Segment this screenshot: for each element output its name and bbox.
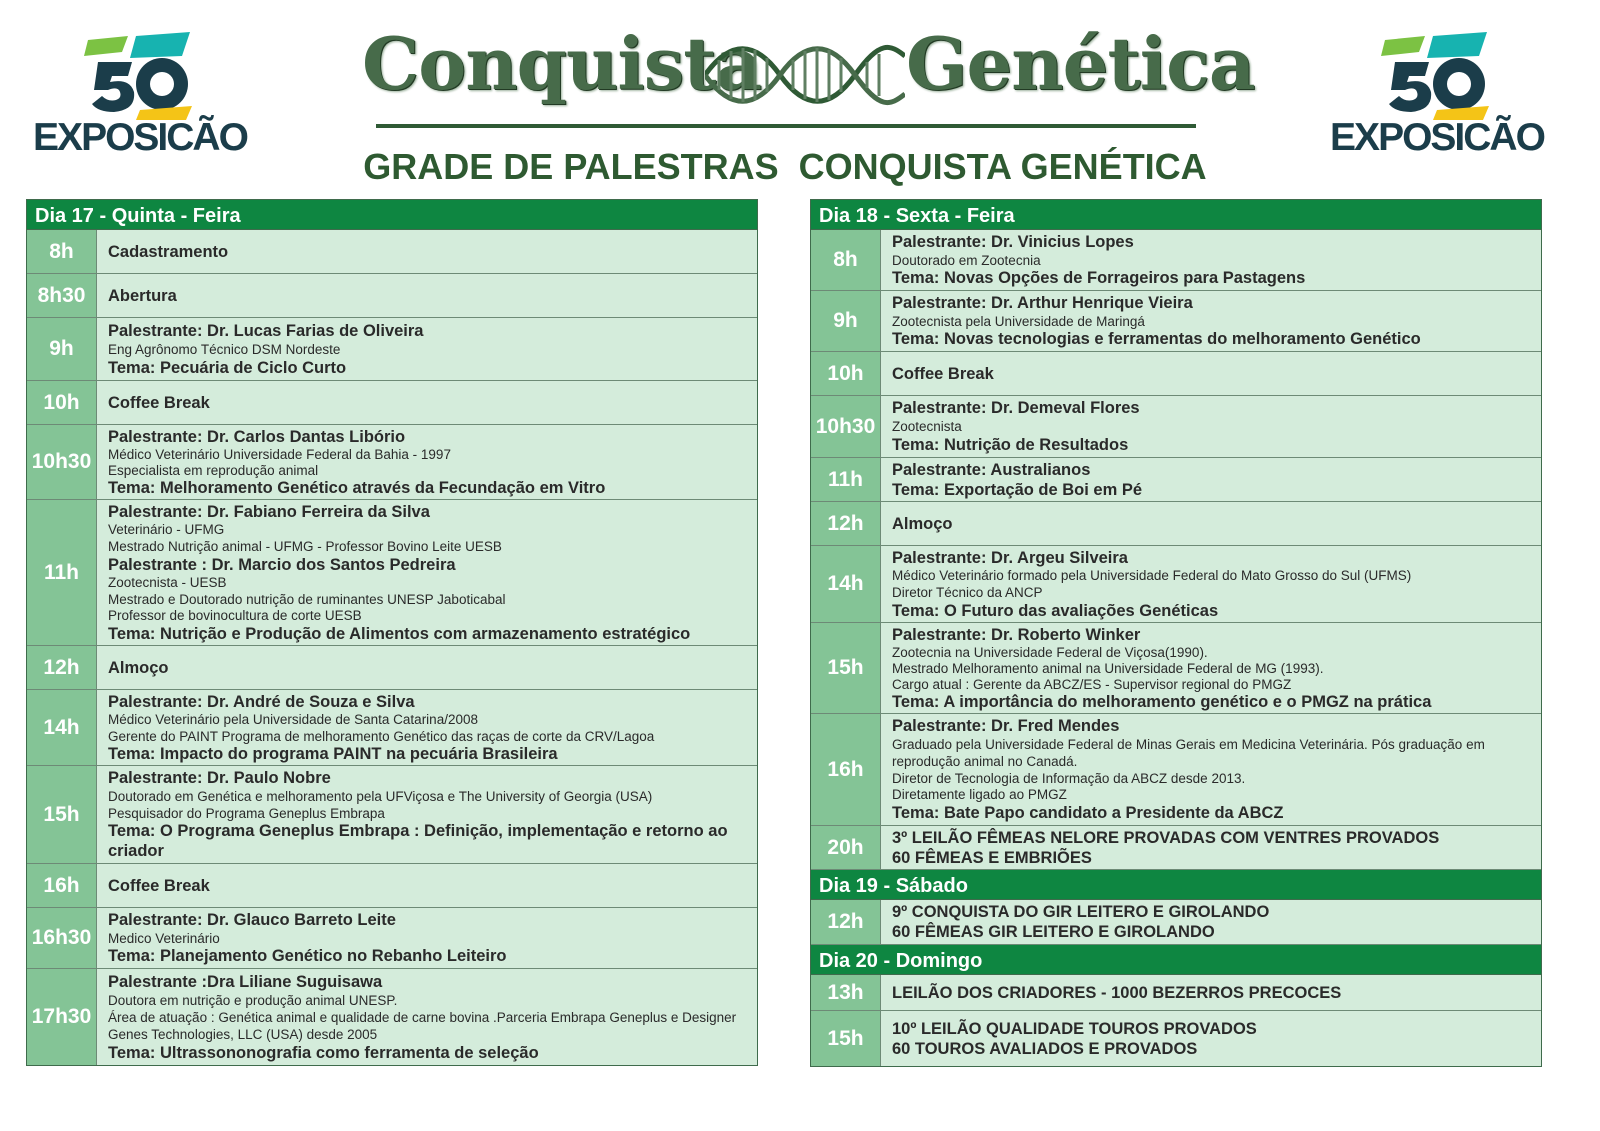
expo-logo-right — [1325, 32, 1549, 162]
time-cell: 10h — [27, 381, 97, 424]
session-detail-line: Zootecnista pela Universidade de Maringá — [892, 313, 1145, 329]
session-detail-line: Médico Veterinário Universidade Federal da Bahia - 1997 — [108, 446, 451, 462]
session-heading: 3º LEILÃO FÊMEAS NELORE PROVADAS COM VENTRES PROVADOS — [892, 829, 1440, 847]
time-cell: 12h — [27, 646, 97, 689]
session-heading: Palestrante: Dr. Arthur Henrique Vieira — [892, 294, 1193, 312]
session-detail-line: Doutora em nutrição e produção animal UNESP. — [108, 992, 398, 1008]
schedule-row — [27, 646, 757, 690]
schedule-row — [27, 500, 757, 646]
schedule-row — [27, 230, 757, 274]
session-details — [97, 425, 757, 499]
day-header: Dia 17 - Quinta - Feira — [27, 200, 757, 230]
session-heading: Palestrante: Dr. Argeu Silveira — [892, 549, 1128, 567]
logo-50-icon — [80, 32, 200, 120]
session-detail-line: Especialista em reprodução animal — [108, 463, 319, 478]
schedule-row — [811, 546, 1541, 623]
schedule-column-left — [26, 199, 758, 1066]
session-heading: Almoço — [108, 658, 169, 677]
session-heading: Tema: Pecuária de Ciclo Curto — [108, 358, 347, 377]
time-cell: 9h — [811, 291, 881, 351]
day-header: Dia 18 - Sexta - Feira — [811, 200, 1541, 230]
page-title: GRADE DE PALESTRAS CONQUISTA GENÉTICA — [363, 146, 1207, 187]
session-details — [97, 381, 757, 424]
session-details — [881, 826, 1541, 869]
time-cell: 14h — [811, 546, 881, 622]
session-heading: Palestrante: Dr. Vinicius Lopes — [892, 233, 1134, 251]
session-details — [881, 623, 1541, 713]
session-heading: Tema: O Futuro das avaliações Genéticas — [892, 601, 1219, 620]
session-detail-line: Zootecnista - UESB — [108, 574, 227, 590]
session-heading: 60 FÊMEAS E EMBRIÕES — [892, 848, 1092, 867]
day-header: Dia 20 - Domingo — [811, 945, 1541, 975]
session-detail-line: Diretamente ligado ao PMGZ — [892, 787, 1067, 803]
session-detail-line: Médico Veterinário formado pela Universidade Federal do Mato Grosso do Sul (UFMS) — [892, 568, 1412, 584]
title-divider — [376, 124, 1196, 128]
time-cell: 12h — [811, 502, 881, 545]
session-detail-line: Pesquisador do Programa Geneplus Embrapa — [108, 805, 385, 821]
logo-wordmark: EXPOSICÃO — [33, 116, 247, 159]
session-heading: Palestrante: Australianos — [892, 461, 1091, 479]
time-cell: 15h — [811, 1011, 881, 1066]
dna-helix-icon — [705, 36, 905, 114]
time-cell: 10h30 — [811, 396, 881, 457]
schedule-row — [811, 975, 1541, 1011]
session-heading: Palestrante: Dr. Roberto Winker — [892, 626, 1141, 644]
session-details — [97, 646, 757, 689]
brand-word-left: Conquista — [362, 21, 762, 106]
schedule-row — [27, 274, 757, 318]
session-detail-line: Medico Veterinário — [108, 930, 220, 946]
session-details — [881, 396, 1541, 457]
session-heading: Tema: Melhoramento Genético através da Fecundação em Vitro — [108, 479, 606, 497]
session-heading: 9º CONQUISTA DO GIR LEITERO E GIROLANDO — [892, 903, 1270, 921]
session-detail-line: Médico Veterinário pela Universidade de Santa Catarina/2008 — [108, 712, 478, 728]
time-cell: 16h — [27, 864, 97, 907]
session-detail-line: Graduado pela Universidade Federal de Minas Gerais em Medicina Veterinária. Pós graduação em reprodução animal no Canadá. — [892, 736, 1485, 769]
time-cell: 11h — [27, 500, 97, 645]
session-heading: Tema: Nutrição e Produção de Alimentos com armazenamento estratégico — [108, 624, 691, 643]
session-heading: 60 FÊMEAS GIR LEITERO E GIROLANDO — [892, 923, 1215, 941]
session-heading: Palestrante: Dr. André de Souza e Silva — [108, 693, 415, 711]
day-header: Dia 19 - Sábado — [811, 870, 1541, 900]
time-cell: 14h — [27, 690, 97, 765]
schedule-row — [811, 714, 1541, 826]
time-cell: 11h — [811, 458, 881, 501]
session-heading: Tema: Novas Opções de Forrageiros para Pastagens — [892, 269, 1306, 288]
session-heading: Coffee Break — [108, 876, 210, 895]
session-detail-line: Doutorado em Genética e melhoramento pela UFViçosa e The University of Georgia (USA) — [108, 788, 653, 804]
session-heading: Tema: Planejamento Genético no Rebanho Leiteiro — [108, 947, 507, 966]
session-details — [881, 291, 1541, 351]
session-heading: Tema: Novas tecnologias e ferramentas do melhoramento Genético — [892, 330, 1421, 349]
schedule-row — [811, 458, 1541, 502]
session-heading: Palestrante :Dra Liliane Suguisawa — [108, 972, 383, 991]
schedule-row — [27, 318, 757, 381]
session-heading: Palestrante: Dr. Fred Mendes — [892, 717, 1120, 735]
time-cell: 13h — [811, 975, 881, 1010]
session-heading: Tema: Ultrassononografia como ferramenta de seleção — [108, 1043, 539, 1062]
session-details — [881, 458, 1541, 501]
session-details — [97, 230, 757, 273]
session-heading: Tema: Bate Papo candidato a Presidente da ABCZ — [892, 804, 1284, 823]
time-cell: 15h — [811, 623, 881, 713]
session-detail-line: Área de atuação : Genética animal e qualidade de carne bovina .Parceria Embrapa Geneplus e Designer Genes Technologies, LLC (USA) desde 2005 — [108, 1009, 737, 1042]
session-heading: Palestrante: Dr. Paulo Nobre — [108, 769, 331, 787]
session-detail-line: Mestrado Melhoramento animal na Universidade Federal de MG (1993). — [892, 660, 1324, 676]
session-heading: LEILÃO DOS CRIADORES - 1000 BEZERROS PRECOCES — [892, 983, 1342, 1002]
time-cell: 9h — [27, 318, 97, 380]
schedule-row — [811, 502, 1541, 546]
schedule-row — [27, 864, 757, 908]
session-detail-line: Diretor Técnico da ANCP — [892, 585, 1043, 600]
time-cell: 12h — [811, 900, 881, 944]
session-details — [97, 318, 757, 380]
session-heading: Tema: Impacto do programa PAINT na pecuária Brasileira — [108, 744, 558, 763]
session-details — [97, 274, 757, 317]
schedule-column-right — [810, 199, 1542, 1067]
schedule-row — [811, 900, 1541, 945]
session-detail-line: Diretor de Tecnologia de Informação da ABCZ desde 2013. — [892, 770, 1246, 786]
time-cell: 20h — [811, 826, 881, 869]
session-heading: Cadastramento — [108, 242, 229, 261]
session-heading: 10º LEILÃO QUALIDADE TOUROS PROVADOS — [892, 1019, 1257, 1038]
time-cell: 15h — [27, 766, 97, 863]
schedule-row — [811, 291, 1541, 352]
brand-title — [360, 18, 1255, 130]
session-heading: Tema: Nutrição de Resultados — [892, 436, 1129, 454]
session-details — [881, 900, 1541, 944]
session-heading: Tema: O Programa Geneplus Embrapa : Definição, implementação e retorno ao criador — [108, 822, 728, 861]
session-detail-line: Mestrado Nutrição animal - UFMG - Professor Bovino Leite UESB — [108, 538, 502, 554]
schedule-row — [811, 826, 1541, 870]
session-heading: Coffee Break — [892, 364, 994, 383]
time-cell: 8h — [27, 230, 97, 273]
schedule-row — [27, 908, 757, 969]
schedule-row — [27, 969, 757, 1065]
session-details — [97, 908, 757, 968]
session-heading: Abertura — [108, 286, 177, 305]
session-details — [881, 714, 1541, 825]
session-details — [97, 864, 757, 907]
session-detail-line: Cargo atual : Gerente da ABCZ/ES - Supervisor regional do PMGZ — [892, 677, 1292, 693]
session-heading: Tema: A importância do melhoramento genético e o PMGZ na prática — [892, 693, 1432, 711]
session-details — [881, 975, 1541, 1010]
session-heading: Palestrante: Dr. Lucas Farias de Oliveira — [108, 321, 424, 340]
session-detail-line: Doutorado em Zootecnia — [892, 252, 1041, 268]
schedule-row — [811, 396, 1541, 458]
schedule-row — [811, 352, 1541, 396]
session-detail-line: Gerente do PAINT Programa de melhoramento Genético das raças de corte da CRV/Lagoa — [108, 728, 655, 744]
session-detail-line: Zootecnia na Universidade Federal de Viçosa(1990). — [892, 644, 1208, 660]
session-detail-line: Professor de bovinocultura de corte UESB — [108, 608, 362, 624]
session-details — [881, 230, 1541, 290]
time-cell: 16h — [811, 714, 881, 825]
session-heading: Palestrante: Dr. Carlos Dantas Libório — [108, 428, 406, 446]
schedule-row — [27, 690, 757, 766]
session-details — [97, 969, 757, 1065]
session-detail-line: Veterinário - UFMG — [108, 522, 225, 538]
session-details — [881, 546, 1541, 622]
time-cell: 10h — [811, 352, 881, 395]
logo-wordmark: EXPOSICÃO — [1330, 116, 1544, 159]
time-cell: 10h30 — [27, 425, 97, 499]
logo-50-icon — [1377, 32, 1497, 120]
session-detail-line: Mestrado e Doutorado nutrição de ruminantes UNESP Jaboticabal — [108, 591, 506, 607]
session-heading: Palestrante: Dr. Demeval Flores — [892, 399, 1140, 417]
session-heading: Tema: Exportação de Boi em Pé — [892, 480, 1143, 499]
time-cell: 17h30 — [27, 969, 97, 1065]
brand-word-right: Genética — [906, 21, 1255, 106]
session-heading: Palestrante: Dr. Fabiano Ferreira da Silva — [108, 503, 430, 521]
session-detail-line: Eng Agrônomo Técnico DSM Nordeste — [108, 341, 341, 357]
session-details — [881, 502, 1541, 545]
schedule-row — [811, 623, 1541, 714]
session-details — [881, 352, 1541, 395]
session-details — [97, 690, 757, 765]
schedule-row — [27, 425, 757, 500]
schedule-row — [27, 766, 757, 864]
session-details — [97, 500, 757, 645]
session-heading: Palestrante: Dr. Glauco Barreto Leite — [108, 911, 396, 929]
session-heading: Almoço — [892, 514, 953, 533]
expo-logo-left — [28, 32, 252, 162]
time-cell: 8h30 — [27, 274, 97, 317]
session-heading: Coffee Break — [108, 393, 210, 412]
session-details — [97, 766, 757, 863]
time-cell: 16h30 — [27, 908, 97, 968]
session-detail-line: Zootecnista — [892, 419, 962, 434]
schedule-row — [811, 1011, 1541, 1066]
time-cell: 8h — [811, 230, 881, 290]
schedule-row — [811, 230, 1541, 291]
schedule-row — [27, 381, 757, 425]
session-details — [881, 1011, 1541, 1066]
session-heading: 60 TOUROS AVALIADOS E PROVADOS — [892, 1039, 1198, 1058]
session-heading: Palestrante : Dr. Marcio dos Santos Pedreira — [108, 555, 456, 574]
